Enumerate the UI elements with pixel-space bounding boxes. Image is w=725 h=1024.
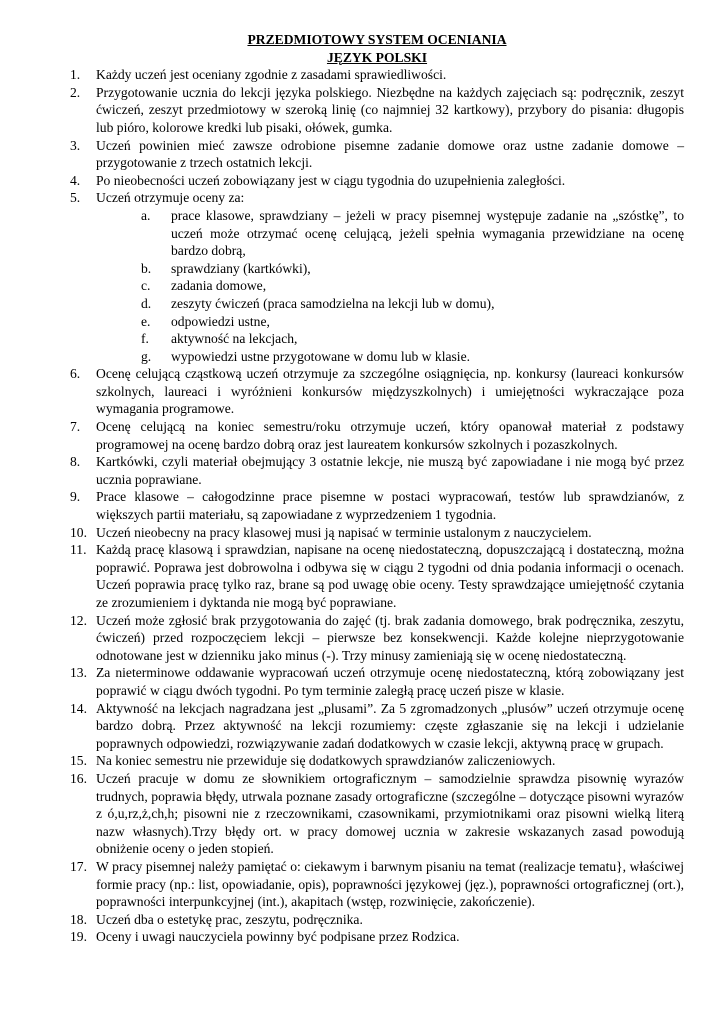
list-item	[70, 911, 684, 929]
item-text: Aktywność na lekcjach nagradzana jest „plusami”. Za 5 zgromadzonych „plusów” uczeń otrzymuje ocenę bardzo dobrą. Przez aktywność na lekcji rozumiemy: częste zgłaszanie się na lekcji i udzielanie poprawnych odpowiedzi, rozwiązywanie zadań dodatkowych w czasie lekcji, aktywną pracę w grupach.	[96, 700, 684, 751]
sub-item-letter: a.	[141, 207, 151, 223]
item-text: Kartkówki, czyli materiał obejmujący 3 ostatnie lekcje, nie muszą być zapowiadane i nie mogą być przez ucznia poprawiane.	[96, 454, 684, 487]
sub-list-item	[141, 313, 684, 331]
item-text: Ocenę celującą na koniec semestru/roku otrzymuje uczeń, który opanował materiał z podstawy programowej na ocenę bardzo dobrą oraz jest laureatem konkursów szkolnych i pozaszkolnych.	[96, 419, 684, 452]
item-text: Na koniec semestru nie przewiduje się dodatkowych sprawdzianów zaliczeniowych.	[96, 753, 556, 769]
list-item	[70, 189, 684, 365]
sub-list-item	[141, 295, 684, 313]
item-text: Uczeń dba o estetykę prac, zeszytu, podręcznika.	[96, 911, 363, 927]
sub-item-text: sprawdziany (kartkówki),	[171, 260, 311, 276]
list-item	[70, 524, 684, 542]
item-text: Uczeń nieobecny na pracy klasowej musi ją napisać w terminie ustalonym z nauczycielem.	[96, 524, 592, 540]
sub-item-letter: e.	[141, 313, 151, 329]
sub-list-item	[141, 348, 684, 366]
list-item	[70, 928, 684, 946]
item-number: 13.	[70, 665, 87, 681]
list-item	[70, 137, 684, 172]
list-item	[70, 858, 684, 911]
item-text: Prace klasowe – całogodzinne prace pisemne w postaci wypracowań, testów lub sprawdzianów, z większych partii materiału, są zapowiadane z wyprzedzeniem 1 tygodnia.	[96, 489, 684, 523]
list-item	[70, 541, 684, 611]
list-item	[70, 664, 684, 699]
sub-item-letter: g.	[141, 348, 152, 364]
item-number: 17.	[70, 858, 87, 874]
sub-item-text: prace klasowe, sprawdziany – jeżeli w pracy pisemnej występuje zadanie na „szóstkę”, to uczeń może otrzymać ocenę celującą, jeżeli spełnia wymagania przewidziane na ocenę bardzo dobrą,	[171, 207, 684, 259]
list-item	[70, 453, 684, 488]
rules-list	[70, 66, 684, 946]
item-number: 10.	[70, 524, 87, 540]
item-number: 19.	[70, 929, 87, 945]
sub-item-text: odpowiedzi ustne,	[171, 313, 270, 329]
sub-item-letter: f.	[141, 331, 149, 347]
item-text: Za nieterminowe oddawanie wypracowań uczeń otrzymuje ocenę niedostateczną, którą zobowiązany jest poprawić w ciągu dwóch tygodni. Po tym terminie zaległą pracę uczeń pisze w klasie.	[96, 665, 684, 698]
list-item	[70, 488, 684, 523]
item-number: 8.	[70, 454, 81, 470]
list-item	[70, 172, 684, 190]
item-number: 12.	[70, 612, 87, 628]
list-item	[70, 700, 684, 753]
item-text: Ocenę celującą cząstkową uczeń otrzymuje za szczególne osiągnięcia, np. konkursy (laureaci konkursów szkolnych, laureaci i wyróżnieni konkursów międzyszkolnych) i umiejętności wykraczające poza wymagania programowe.	[96, 366, 684, 417]
list-item	[70, 770, 684, 858]
item-number: 18.	[70, 911, 87, 927]
sub-item-text: wypowiedzi ustne przygotowane w domu lub w klasie.	[171, 348, 471, 364]
sub-list-item	[141, 277, 684, 295]
item-text: Oceny i uwagi nauczyciela powinny być podpisane przez Rodzica.	[96, 929, 460, 945]
list-item	[70, 752, 684, 770]
item-number: 1.	[70, 67, 81, 83]
list-item	[70, 612, 684, 665]
item-text: Uczeń może zgłosić brak przygotowania do zajęć (tj. brak zadania domowego, brak podręcznika, zeszytu, ćwiczeń) przed rozpoczęciem lekcji – pierwsze bez konsekwencji. Każde kolejne nieprzygotowanie odnotowane jest w dzienniku jako minus (-). Trzy minusy zamieniają się w ocenę niedostateczną.	[96, 612, 684, 663]
item-text: W pracy pisemnej należy pamiętać o: ciekawym i barwnym pisaniu na temat (realizacje tematu}, właściwej formie pracy (np.: list, opowiadanie, opis), poprawności językowej (jęz.), poprawności ortograficznej (ort.), poprawności interpunkcyjnej (int.), akapitach (wstęp, rozwinięcie, zakończenie).	[96, 858, 684, 910]
item-number: 5.	[70, 190, 81, 206]
sub-item-text: zadania domowe,	[171, 278, 267, 294]
item-text: Każdą pracę klasową i sprawdzian, napisane na ocenę niedostateczną, dopuszczającą i dostateczną, można poprawić. Poprawa jest dobrowolna i odbywa się w ciągu 2 tygodni od dnia podania informacji o ocenach. Uczeń poprawia pracę tylko raz, brane są pod uwagę obie oceny. Testy sprawdzające umiejętność czytania ze zrozumieniem i dyktanda nie mogą być poprawiane.	[96, 542, 684, 610]
item-number: 7.	[70, 419, 81, 435]
document-title: PRZEDMIOTOWY SYSTEM OCENIANIA	[247, 32, 507, 47]
item-number: 14.	[70, 700, 87, 716]
sub-item-letter: d.	[141, 295, 152, 311]
item-number: 2.	[70, 84, 81, 100]
sub-list-item	[141, 260, 684, 278]
item-number: 4.	[70, 172, 81, 188]
sub-item-text: zeszyty ćwiczeń (praca samodzielna na lekcji lub w domu),	[171, 295, 495, 311]
sub-item-letter: c.	[141, 278, 151, 294]
list-item	[70, 365, 684, 418]
list-item	[70, 84, 684, 137]
sub-item-letter: b.	[141, 260, 152, 276]
item-text: Uczeń otrzymuje oceny za:	[96, 190, 245, 206]
item-text: Przygotowanie ucznia do lekcji języka polskiego. Niezbędne na każdych zajęciach są: podręcznik, zeszyt ćwiczeń, zeszyt przedmiotowy w szeroką linię (co najmniej 32 kartkowy), przybory do pisania: długopis lub pióro, kolorowe kredki lub pisaki, ołówek, gumka.	[96, 84, 684, 135]
item-text: Po nieobecności uczeń zobowiązany jest w ciągu tygodnia do uzupełnienia zaległości.	[96, 172, 566, 188]
sub-list-item	[141, 207, 684, 260]
list-item	[70, 418, 684, 453]
list-item	[70, 66, 684, 84]
item-number: 6.	[70, 366, 81, 382]
item-number: 15.	[70, 753, 87, 769]
document-subtitle: JĘZYK POLSKI	[326, 49, 428, 65]
item-text: Każdy uczeń jest oceniany zgodnie z zasadami sprawiedliwości.	[96, 67, 447, 83]
item-text: Uczeń powinien mieć zawsze odrobione pisemne zadanie domowe oraz ustne zadanie domowe – przygotowanie z trzech ostatnich lekcji.	[96, 137, 684, 171]
sub-item-text: aktywność na lekcjach,	[171, 331, 298, 347]
item-text: Uczeń pracuje w domu ze słownikiem ortograficznym – samodzielnie sprawdza pisownię wyrazów trudnych, poprawia błędy, utrwala poznane zasady ortograficzne (szczególne – dotyczące pisowni wyrazów z ó,u,rz,ż,ch,h; pisowni nie z rzeczownikami, czasownikami, przymiotnikami oraz pisowni wielką literą nazw własnych).Trzy błędy ort. w pracy domowej ucznia w zakresie wskazanych zasad powodują obniżenie oceny o jeden stopień.	[96, 770, 684, 857]
item-number: 9.	[70, 489, 81, 505]
item-number: 3.	[70, 137, 81, 153]
grades-sublist	[96, 207, 684, 365]
sub-list-item	[141, 330, 684, 348]
item-number: 11.	[70, 542, 87, 558]
item-number: 16.	[70, 770, 87, 786]
